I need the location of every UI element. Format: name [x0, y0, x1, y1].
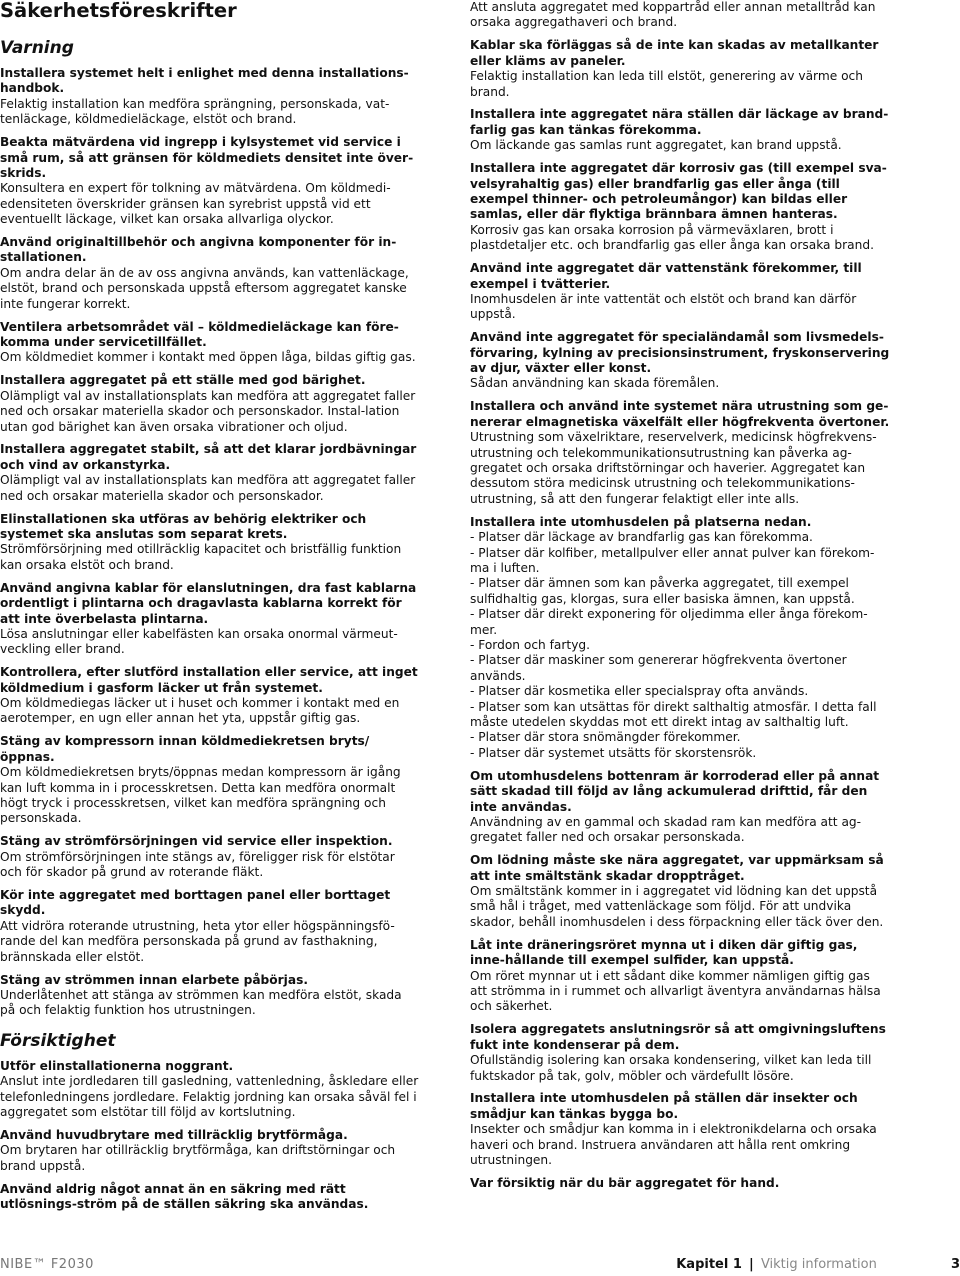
- safety-block: [0, 665, 420, 727]
- block-heading: Stäng av strömmen innan elarbete påbörjas.: [0, 972, 308, 987]
- block-heading: Installera och använd inte systemet nära utrustning som ge-nererar elmagnetiska växelfält eller högfrekventa övertoner.: [470, 399, 890, 429]
- safety-block: [470, 938, 890, 1015]
- block-heading: Elinstallationen ska utföras av behörig elektriker och systemet ska anslutas som separat krets.: [0, 511, 367, 541]
- list-item: - Platser där ämnen som kan påverka aggregatet, till exempel sulfidhaltig gas, klorgas, sura eller basiska ämnen, kan uppstå.: [470, 576, 855, 606]
- safety-block: [0, 373, 420, 435]
- block-body: Om läckande gas samlas runt aggregatet, kan brand uppstå.: [470, 138, 842, 153]
- right-section-bottom: [470, 769, 890, 1192]
- page-title: Säkerhetsföreskrifter: [0, 0, 237, 22]
- outdoor-placement-block: [470, 515, 890, 762]
- safety-block: [470, 330, 890, 392]
- block-heading: Kör inte aggregatet med borttagen panel eller borttaget skydd.: [0, 888, 391, 918]
- caution-section: [0, 1059, 420, 1213]
- warning-section: [0, 66, 420, 1019]
- block-body: Anslut inte jordledaren till gasledning, vattenledning, åskledare eller telefonledningens jordledare. Felaktig jordning kan orsaka såväl fel i aggregatet som elstötar till följd av kortslutning.: [0, 1074, 419, 1119]
- safety-block: [0, 66, 420, 128]
- right-column: [470, 0, 890, 1199]
- safety-block: [470, 161, 890, 253]
- block-heading: Låt inte dräneringsröret mynna ut i diken där giftig gas, inne-hållande till exempel sulfider, kan uppstå.: [470, 937, 858, 968]
- block-body: Om röret mynnar ut i ett sådant dike kommer nämligen giftig gas att strömma in i rummet och allvarligt äventyra användarnas hälsa och säkerhet.: [470, 968, 881, 1014]
- block-body: Ofullständig isolering kan orsaka kondensering, vilket kan leda till fuktskador på tak, golv, möbler och värdefullt lösöre.: [470, 1053, 872, 1083]
- block-body: Olämpligt val av installationsplats kan medföra att aggregatet faller ned och orsakar materiella skador och personskador.: [0, 473, 416, 503]
- safety-block: [0, 973, 420, 1019]
- block-body: Utrustning som växelriktare, reservelverk, medicinsk högfrekvens-utrustning och telekommunikationsutrustning kan påverka ag-gregatet och orsaka driftstörningar och haverier. Aggregatet kan dessutom störa medicinsk utrustning och telekommunikations-utrustning, så att den fungerar felaktigt eller inte alls.: [470, 430, 877, 506]
- caution-heading: Försiktighet: [0, 1030, 116, 1051]
- list-item: - Fordon och fartyg.: [470, 637, 591, 652]
- block-heading: Använd aldrig något annat än en säkring med rätt utlösnings-ström på de ställen säkring ska användas.: [0, 1181, 369, 1211]
- safety-block: [0, 1182, 420, 1213]
- safety-block: [0, 834, 420, 880]
- block-body: Om strömförsörjningen inte stängs av, föreligger risk för elstötar och för skador på grund av roterande fläkt.: [0, 849, 395, 880]
- block-body: Strömförsörjning med otillräcklig kapacitet och bristfällig funktion kan orsaka elstöt och brand.: [0, 542, 402, 572]
- list-item: - Platser där systemet utsätts för skorstensrök.: [470, 745, 757, 760]
- block-body: Användning av en gammal och skadad ram kan medföra att ag-gregatet faller ned och orsakar personskada.: [470, 814, 862, 845]
- warning-heading: Varning: [0, 38, 74, 58]
- list-item: - Platser där kolfiber, metallpulver eller annat pulver kan förekom-ma i luften.: [470, 545, 875, 575]
- block-heading: Om lödning måste ske nära aggregatet, var uppmärksam så att inte smältstänk skadar dropptråget.: [470, 853, 884, 883]
- block-body: Om brytaren har otillräcklig brytförmåga, kan driftstörningar och brand uppstå.: [0, 1143, 396, 1173]
- block-heading: Ventilera arbetsområdet väl – köldmedieläckage kan före-komma under servicetillfället.: [0, 319, 399, 349]
- safety-block: [0, 1128, 420, 1174]
- safety-block: [0, 135, 420, 227]
- block-body: Sådan användning kan skada föremålen.: [470, 376, 720, 391]
- block-heading: Installera aggregatet stabilt, så att det klarar jordbävningar och vind av orkanstyrka.: [0, 442, 417, 472]
- block-body: Felaktig installation kan medföra sprängning, personskada, vat-tenläckage, köldmedieläckage, elstöt och brand.: [0, 96, 390, 127]
- safety-block: [0, 581, 420, 658]
- block-body: Att vidröra roterande utrustning, heta ytor eller högspänningsfö-rande del kan medföra personskada på grund av fasthakning, brännskada eller elstöt.: [0, 918, 395, 964]
- block-body: Om andra delar än de av oss angivna används, kan vattenläckage, elstöt, brand och personskada uppstå eftersom aggregatet kanske inte fungerar korrekt.: [0, 265, 409, 311]
- block-body: Om köldmediet kommer i kontakt med öppen låga, bildas giftig gas.: [0, 350, 416, 365]
- block-body: Att ansluta aggregatet med koppartråd eller annan metalltråd kan orsaka aggregathaveri och brand.: [470, 0, 876, 30]
- safety-block: [470, 1022, 890, 1084]
- block-heading: Använd huvudbrytare med tillräcklig brytförmåga.: [0, 1127, 348, 1142]
- list-item: - Platser där direkt exponering för oljedimma eller ånga förekom-mer.: [470, 607, 868, 637]
- block-body: Om köldmediekretsen bryts/öppnas medan kompressorn är igång kan luft komma in i processkretsen. Detta kan medföra onormalt högt tryck i processkretsen, vilket kan medföra sprängning och personskada.: [0, 765, 401, 826]
- block-body: Om smältstänk kommer in i aggregatet vid lödning kan det uppstå små hål i tråget, med vattenläckage som följd. För att undvika skador, behåll inomhusdelen i dess förpackning eller täck över den.: [470, 884, 884, 929]
- safety-block: [0, 734, 420, 826]
- block-body: Inomhusdelen är inte vattentät och elstöt och brand kan därför uppstå.: [470, 291, 857, 322]
- block-heading: Installera aggregatet på ett ställe med god bärighet.: [0, 373, 366, 388]
- block-heading: Installera inte aggregatet nära ställen där läckage av brand-farlig gas kan tänkas förekomma.: [470, 107, 889, 137]
- footer-chapter-title: Viktig information: [760, 1257, 877, 1272]
- list-item: - Platser där maskiner som genererar högfrekventa övertoner används.: [470, 653, 847, 683]
- list-item: - Platser där läckage av brandfarlig gas kan förekomma.: [470, 530, 813, 545]
- block-heading: Stäng av strömförsörjningen vid service eller inspektion.: [0, 834, 393, 849]
- safety-block: [470, 38, 890, 100]
- block-body: Olämpligt val av installationsplats kan medföra att aggregatet faller ned och orsakar materiella skador och personskador. Instal-lation utan god bärighet kan även orsaka vibrationer och oljud.: [0, 388, 416, 434]
- safety-block: [0, 442, 420, 504]
- block-heading: Isolera aggregatets anslutningsrör så att omgivningsluftens fukt inte kondenserar på dem.: [470, 1022, 886, 1052]
- safety-block: [0, 888, 420, 965]
- safety-block: [470, 1176, 890, 1191]
- block-heading: Kablar ska förläggas så de inte kan skadas av metallkanter eller kläms av paneler.: [470, 38, 879, 68]
- footer-chapter-info: [676, 1257, 960, 1272]
- footer-separator: |: [749, 1257, 754, 1272]
- safety-block: [0, 512, 420, 574]
- safety-block: [470, 1091, 890, 1168]
- block-body: Lösa anslutningar eller kabelfästen kan orsaka onormal värmeut-veckling eller brand.: [0, 626, 398, 657]
- block-body: Underlåtenhet att stänga av strömmen kan medföra elstöt, skada på och felaktig funktion hos utrustningen.: [0, 987, 402, 1018]
- outdoor-placement-list: [470, 530, 890, 761]
- safety-block: [470, 261, 890, 323]
- footer-page-number: 3: [950, 1257, 960, 1272]
- block-heading: Beakta mätvärdena vid ingrepp i kylsystemet vid service i små rum, så att gränsen för köldmediets densitet inte över-skrids.: [0, 135, 414, 180]
- block-heading: Installera inte utomhusdelen på ställen där insekter och smådjur kan tänkas bygga bo.: [470, 1091, 858, 1121]
- block-heading: Stäng av kompressorn innan köldmediekretsen bryts/öppnas.: [0, 734, 370, 764]
- list-item: - Platser där stora snömängder förekommer.: [470, 730, 741, 745]
- safety-block: [0, 320, 420, 366]
- safety-block: [0, 1059, 420, 1121]
- block-body: Konsultera en expert för tolkning av mätvärdena. Om köldmedi-edensiteten överskrider gränsen kan syrebrist uppstå vid ett eventuellt läckage, vilket kan orsaka allvarliga olyckor.: [0, 181, 391, 227]
- safety-block: [470, 853, 890, 930]
- block-heading: Använd inte aggregatet för specialändamål som livsmedels-förvaring, kylning av precisionsinstrument, fryskonservering av djur, växter eller konst.: [470, 330, 890, 376]
- page-footer: [0, 1257, 960, 1275]
- block-heading: Kontrollera, efter slutförd installation eller service, att inget köldmedium i gasform läcker ut från systemet.: [0, 665, 418, 695]
- right-section-top: [470, 0, 890, 507]
- footer-chapter: Kapitel 1: [676, 1257, 742, 1272]
- safety-block: [470, 399, 890, 507]
- block-heading: Använd originaltillbehör och angivna komponenter för in-stallationen.: [0, 235, 397, 265]
- block-heading: Installera inte aggregatet där korrosiv gas (till exempel sva-velsyrahaltig gas) eller brandfarlig gas eller ånga (till exempel thinner- och petroleumångor) kan bildas eller samlas, eller där flyktiga brännbara ämnen hanteras.: [470, 161, 887, 222]
- block-heading: Installera systemet helt i enlighet med denna installations-handbok.: [0, 66, 409, 96]
- block-body: Felaktig installation kan leda till elstöt, generering av värme och brand.: [470, 69, 863, 99]
- block-body: Insekter och smådjur kan komma in i elektronikdelarna och orsaka haveri och brand. Instruera användaren att hålla rent omkring utrustningen.: [470, 1122, 877, 1168]
- left-column: [0, 0, 420, 1220]
- block-body: Korrosiv gas kan orsaka korrosion på värmeväxlaren, brott i plastdetaljer etc. och brandfarlig gas eller ånga kan orsaka brand.: [470, 222, 874, 253]
- list-item: - Platser som kan utsättas för direkt salthaltig atmosfär. I detta fall måste utedelen skyddas mot ett direkt intag av salthaltig luft.: [470, 699, 877, 729]
- block-heading: Om utomhusdelens bottenram är korroderad eller på annat sätt skadad till följd av lång ackumulerad drifttid, får den inte användas.: [470, 768, 880, 814]
- block-heading: Var försiktig när du bär aggregatet för hand.: [470, 1175, 780, 1190]
- footer-product: NIBE™ F2030: [0, 1257, 94, 1272]
- list-item: - Platser där kosmetika eller specialspray ofta används.: [470, 684, 809, 699]
- safety-block: [470, 769, 890, 846]
- block-heading: Installera inte utomhusdelen på platserna nedan.: [470, 514, 812, 529]
- safety-block: [470, 0, 890, 31]
- block-heading: Utför elinstallationerna noggrant.: [0, 1058, 234, 1073]
- block-body: Om köldmediegas läcker ut i huset och kommer i kontakt med en aerotemper, en ugn eller annan het yta, uppstår giftig gas.: [0, 696, 400, 726]
- block-heading: Använd inte aggregatet där vattenstänk förekommer, till exempel i tvätterier.: [470, 261, 862, 291]
- safety-block: [0, 235, 420, 312]
- block-heading: Använd angivna kablar för elanslutningen, dra fast kablarna ordentligt i plintarna och dragavlasta kablarna korrekt för att inte överbelasta plintarna.: [0, 580, 417, 626]
- safety-block: [470, 107, 890, 153]
